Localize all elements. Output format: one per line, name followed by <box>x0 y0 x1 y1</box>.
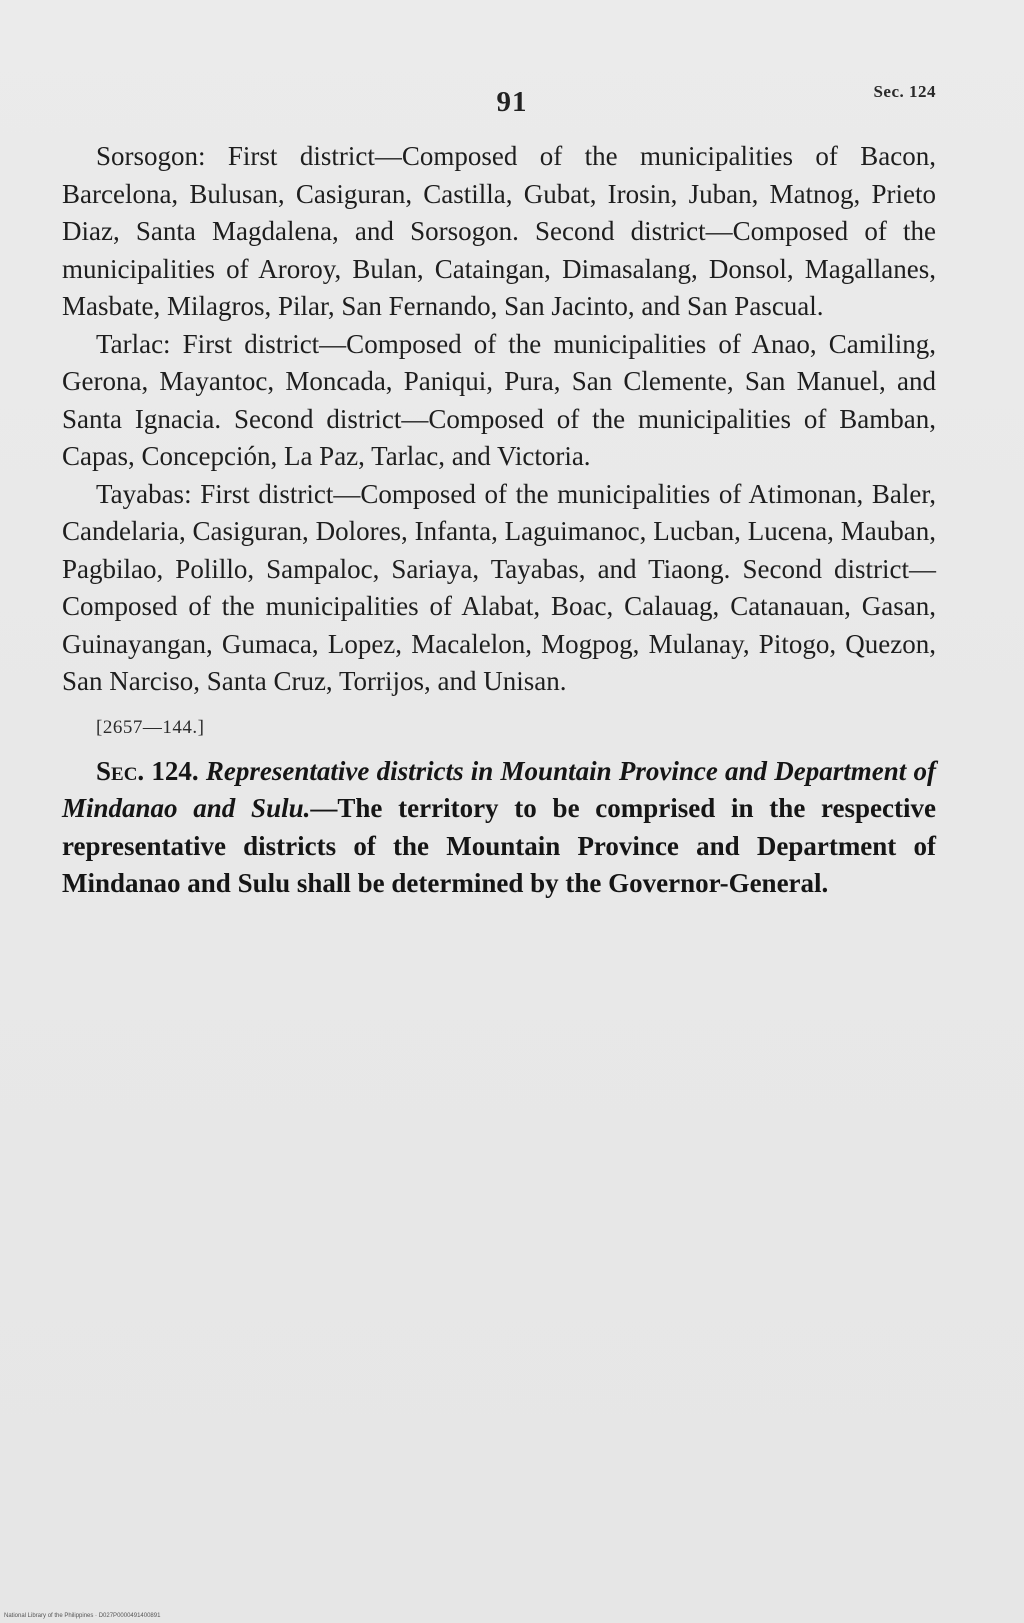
section-label: Sec. 124. <box>96 755 199 786</box>
body-text <box>62 138 936 903</box>
scan-watermark-note: National Library of the Philippines · D027P0000491400891 <box>4 1613 161 1619</box>
section-title: Representative districts in Mountain Province and Department of Mindanao and Sulu. <box>62 755 936 823</box>
paragraph-tarlac: Tarlac: First district—Composed of the municipalities of Anao, Camiling, Gerona, Mayantoc, Moncada, Paniqui, Pura, San Clemente, San Manuel, and Santa Ignacia. Second district—Composed of the municipalities of Bamban, Capas, Concepción, La Paz, Tarlac, and Victoria. <box>62 328 936 471</box>
source-citation: [2657—144.] <box>96 716 205 738</box>
section-body: —The territory to be comprised in the respective representative districts of the Mountain Province and Department of Mindanao and Sulu shall be determined by the Governor-General. <box>62 793 936 898</box>
paragraph-tayabas: Tayabas: First district—Composed of the municipalities of Atimonan, Baler, Candelaria, Casiguran, Dolores, Infanta, Laguimanoc, Lucban, Lucena, Mauban, Pagbilao, Polillo, Sampaloc, Sariaya, Tayabas, and Tiaong. Second district—Composed of the municipalities of Alabat, Boac, Calauag, Catanauan, Gasan, Guinayangan, Gumaca, Lopez, Macalelon, Mogpog, Mulanay, Pitogo, Quezon, San Narciso, Santa Cruz, Torrijos, and Unisan. <box>62 478 936 696</box>
paragraph-sorsogon: Sorsogon: First district—Composed of the municipalities of Bacon, Barcelona, Bulusan, Casiguran, Castilla, Gubat, Irosin, Juban, Matnog, Prieto Diaz, Santa Magdalena, and Sorsogon. Second district—Composed of the municipalities of Aroroy, Bulan, Cataingan, Dimasalang, Donsol, Magallanes, Masbate, Milagros, Pilar, San Fernando, San Jacinto, and San Pascual. <box>62 141 936 321</box>
section-124-paragraph <box>62 753 936 903</box>
page-number: 91 <box>496 86 528 118</box>
running-section-header: Sec. 124 <box>873 82 936 101</box>
